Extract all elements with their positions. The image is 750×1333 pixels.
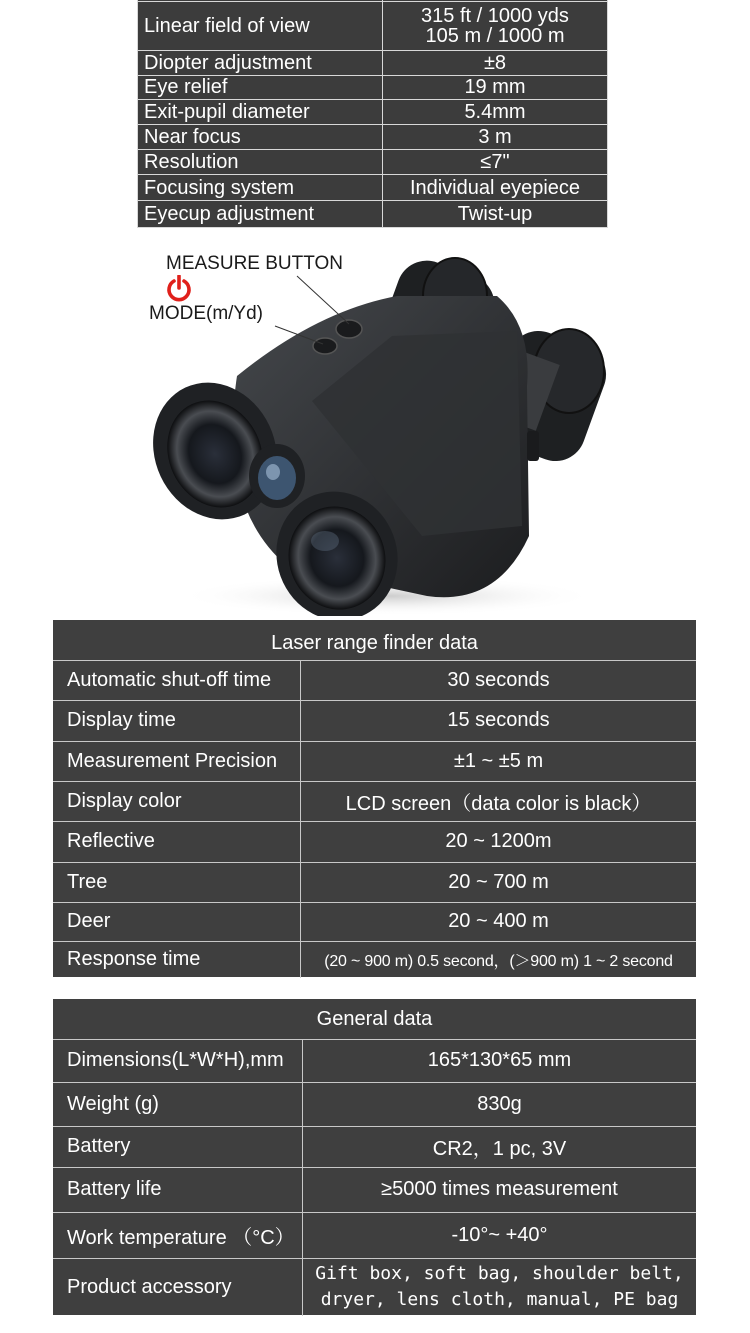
row-label: Display color: [53, 781, 301, 821]
spec-value: Twist-up: [383, 200, 608, 227]
row-value-line: dryer, lens cloth, manual, PE bag: [320, 1289, 679, 1311]
row-value: 830g: [303, 1082, 697, 1126]
spec-label: Linear field of view: [138, 2, 383, 51]
row-value: ≥5000 times measurement: [303, 1167, 697, 1212]
spec-label: Eye relief: [138, 75, 383, 99]
row-label: Display time: [53, 700, 301, 741]
laser-range-finder-table: [53, 620, 696, 977]
table-row: [53, 1040, 696, 1082]
measure-button[interactable]: [336, 320, 362, 338]
row-label: Weight (g): [53, 1082, 303, 1126]
spec-row: [138, 2, 608, 51]
binocular-rangefinder-image: [137, 236, 637, 616]
spec-value: Individual eyepiece: [383, 175, 608, 200]
row-label: Battery: [53, 1126, 303, 1167]
row-value: CR2，1 pc, 3V: [303, 1126, 697, 1167]
spec-value: 19 mm: [383, 75, 608, 99]
row-value: 30 seconds: [301, 661, 697, 700]
spec-value: 3 m: [383, 125, 608, 150]
table-row: [53, 821, 696, 862]
row-value: 165*130*65 mm: [303, 1040, 697, 1082]
row-label: Deer: [53, 902, 301, 941]
table-row: [53, 862, 696, 902]
mode-callout: MODE(m/Yd): [149, 303, 263, 324]
spec-value: 5.4mm: [383, 99, 608, 124]
row-label: Automatic shut-off time: [67, 668, 272, 691]
spec-value: [383, 2, 608, 51]
row-value: 15 seconds: [301, 700, 697, 741]
row-label: Battery life: [53, 1167, 303, 1212]
spec-row: [138, 99, 608, 124]
row-label: Reflective: [53, 821, 301, 862]
table-row: [53, 941, 696, 978]
spec-value-line: 105 m / 1000 m: [425, 25, 565, 48]
mode-button[interactable]: [313, 338, 337, 354]
table-row: [53, 741, 696, 781]
row-label: Tree: [53, 862, 301, 902]
spec-label: Resolution: [138, 150, 383, 175]
spec-value: ±8: [383, 51, 608, 75]
row-label: Dimensions(L*W*H),mm: [67, 1049, 284, 1072]
spec-row: [138, 125, 608, 150]
row-label: Measurement Precision: [53, 741, 301, 781]
table-title: Laser range finder data: [53, 620, 696, 661]
table-row: [53, 781, 696, 821]
strap-lug: [527, 431, 539, 461]
row-value: 20 ~ 700 m: [301, 862, 697, 902]
table-row: [53, 661, 696, 700]
row-value: -10°~ +40°: [303, 1212, 697, 1258]
row-value: 20 ~ 1200m: [301, 821, 697, 862]
measure-button-callout: [166, 253, 343, 303]
spec-value: ≤7": [383, 150, 608, 175]
optical-spec-table: [137, 0, 608, 228]
row-label: Response time: [53, 941, 301, 978]
row-value: (20 ~ 900 m) 0.5 second，(＞900 m) 1 ~ 2 second: [301, 941, 697, 978]
spec-label: Diopter adjustment: [138, 51, 383, 75]
table-row: [53, 1082, 696, 1126]
table-row: [53, 902, 696, 941]
row-value: 20 ~ 400 m: [301, 902, 697, 941]
measure-button-label: MEASURE BUTTON: [166, 253, 344, 274]
row-value-line: Gift box, soft bag, shoulder belt,: [315, 1263, 684, 1285]
spec-row: [138, 51, 608, 75]
spec-label: Focusing system: [138, 175, 383, 200]
table-row: [53, 700, 696, 741]
row-value: LCD screen（data color is black）: [301, 781, 697, 821]
spec-label: Near focus: [138, 125, 383, 150]
row-value: [303, 1258, 697, 1316]
table-row: [53, 1126, 696, 1167]
power-icon: [166, 275, 192, 303]
row-value: ±1 ~ ±5 m: [301, 741, 697, 781]
table-row: [53, 1167, 696, 1212]
spec-label: Eyecup adjustment: [138, 200, 383, 227]
spec-row: [138, 150, 608, 175]
table-row: [53, 1258, 696, 1316]
spec-row: [138, 175, 608, 200]
spec-row: [138, 75, 608, 99]
row-label: Work temperature （°C）: [53, 1212, 303, 1258]
spec-value-line: 315 ft / 1000 yds: [421, 5, 569, 28]
spec-row: [138, 200, 608, 227]
table-title: General data: [53, 999, 696, 1040]
general-data-table: [53, 999, 696, 1315]
laser-emitter-lens: [249, 444, 305, 508]
table-row: [53, 1212, 696, 1258]
row-label: Product accessory: [53, 1258, 303, 1316]
spec-label: Exit-pupil diameter: [138, 99, 383, 124]
